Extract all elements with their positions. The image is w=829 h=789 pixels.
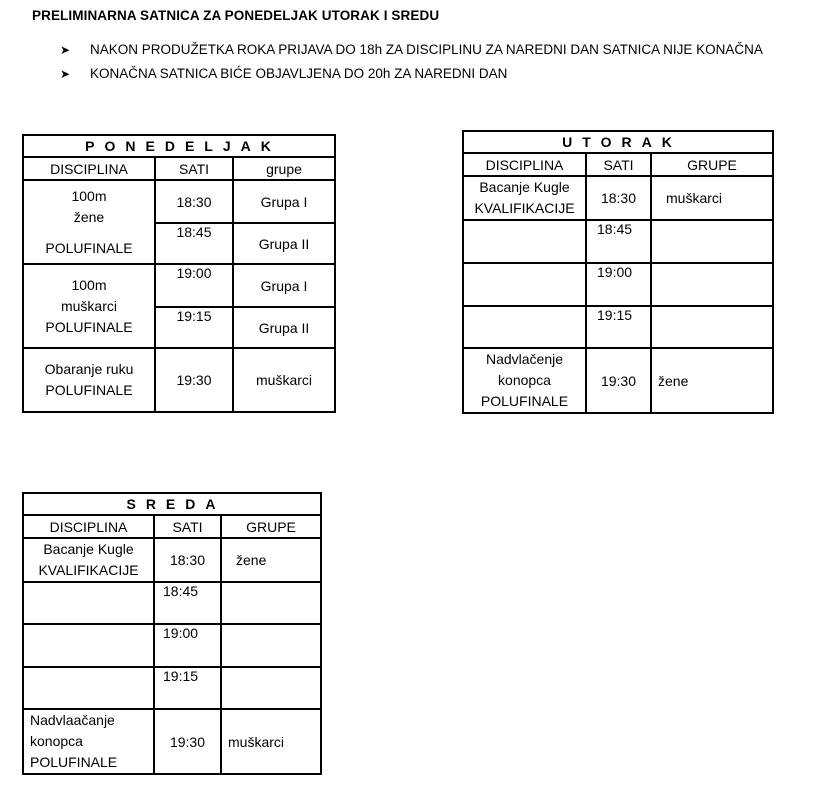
time-cell: 19:00 bbox=[586, 263, 651, 306]
discipline-line: POLUFINALE bbox=[480, 393, 569, 409]
column-header: GRUPE bbox=[651, 153, 773, 176]
column-header: DISCIPLINA bbox=[463, 153, 586, 176]
discipline-cell bbox=[23, 624, 154, 667]
discipline-line: konopca bbox=[498, 372, 551, 388]
schedule-table-utorak bbox=[462, 130, 774, 414]
discipline-line: POLUFINALE bbox=[30, 754, 118, 770]
time-cell: 19:30 bbox=[155, 348, 233, 412]
page-title: PRELIMINARNA SATNICA ZA PONEDELJAK UTORAK I SREDU bbox=[32, 8, 440, 23]
column-header: DISCIPLINA bbox=[23, 515, 154, 538]
group-cell: Grupa II bbox=[233, 307, 335, 348]
time-cell: 19:15 bbox=[154, 667, 221, 709]
group-cell bbox=[651, 220, 773, 263]
discipline-line: muškarci bbox=[60, 297, 117, 314]
discipline-line: Nadvlačenje bbox=[485, 351, 564, 367]
group-cell bbox=[221, 582, 321, 624]
group-cell: muškarci bbox=[651, 176, 773, 220]
group-cell: muškarci bbox=[233, 348, 335, 412]
time-cell: 18:30 bbox=[155, 180, 233, 223]
discipline-cell bbox=[23, 264, 155, 348]
group-cell bbox=[651, 306, 773, 348]
group-cell bbox=[651, 263, 773, 306]
day-header: PONEDELJAK bbox=[23, 135, 335, 157]
discipline-cell bbox=[463, 306, 586, 348]
column-header: DISCIPLINA bbox=[23, 157, 155, 180]
schedule-table-ponedeljak bbox=[22, 134, 336, 413]
discipline-cell bbox=[463, 176, 586, 220]
time-cell: 19:15 bbox=[155, 307, 233, 348]
group-cell: Grupa II bbox=[233, 223, 335, 264]
discipline-line: KVALIFIKACIJE bbox=[474, 200, 575, 216]
list-item bbox=[60, 64, 763, 88]
arrowhead-right-icon: ➤ bbox=[60, 43, 71, 57]
note-text: KONAČNA SATNICA BIĆE OBJAVLJENA DO 20h ZA NAREDNI DAN bbox=[90, 66, 508, 81]
discipline-line: žene bbox=[73, 208, 105, 225]
discipline-cell bbox=[23, 667, 154, 709]
time-cell: 19:30 bbox=[586, 348, 651, 413]
discipline-line: Nadvlaačanje bbox=[30, 712, 115, 728]
schedule-table-sreda bbox=[22, 492, 322, 775]
discipline-line: Bacanje Kugle bbox=[43, 541, 134, 557]
discipline-line: Obaranje ruku bbox=[44, 361, 134, 377]
discipline-line: POLUFINALE bbox=[45, 239, 133, 256]
group-cell: žene bbox=[651, 348, 773, 413]
group-cell: žene bbox=[221, 538, 321, 582]
discipline-line: konopca bbox=[30, 733, 83, 749]
discipline-cell bbox=[463, 263, 586, 306]
note-text: NAKON PRODUŽETKA ROKA PRIJAVA DO 18h ZA DISCIPLINU ZA NAREDNI DAN SATNICA NIJE KONAČNA bbox=[90, 42, 763, 57]
column-header: SATI bbox=[155, 157, 233, 180]
day-header: UTORAK bbox=[463, 131, 773, 153]
discipline-cell bbox=[23, 582, 154, 624]
discipline-line: 100m bbox=[71, 276, 107, 293]
discipline-line: KVALIFIKACIJE bbox=[38, 562, 139, 578]
group-cell: Grupa I bbox=[233, 180, 335, 223]
time-cell: 19:15 bbox=[586, 306, 651, 348]
discipline-cell bbox=[463, 348, 586, 413]
time-cell: 19:30 bbox=[154, 709, 221, 774]
notes-list bbox=[60, 40, 763, 88]
time-cell: 18:45 bbox=[155, 223, 233, 264]
discipline-line: Bacanje Kugle bbox=[479, 179, 570, 195]
column-header: SATI bbox=[154, 515, 221, 538]
group-cell bbox=[221, 667, 321, 709]
discipline-line: POLUFINALE bbox=[45, 318, 133, 335]
column-header: SATI bbox=[586, 153, 651, 176]
group-cell: Grupa I bbox=[233, 264, 335, 307]
discipline-cell bbox=[23, 709, 154, 774]
column-header: grupe bbox=[233, 157, 335, 180]
day-header: SREDA bbox=[23, 493, 321, 515]
time-cell: 19:00 bbox=[155, 264, 233, 307]
discipline-cell bbox=[23, 538, 154, 582]
arrowhead-right-icon: ➤ bbox=[60, 67, 71, 81]
discipline-cell bbox=[23, 180, 155, 264]
list-item bbox=[60, 40, 763, 64]
time-cell: 19:00 bbox=[154, 624, 221, 667]
discipline-cell bbox=[463, 220, 586, 263]
time-cell: 18:30 bbox=[154, 538, 221, 582]
column-header: GRUPE bbox=[221, 515, 321, 538]
discipline-line: 100m bbox=[71, 187, 107, 204]
discipline-line: POLUFINALE bbox=[45, 382, 133, 398]
discipline-cell bbox=[23, 348, 155, 412]
time-cell: 18:45 bbox=[586, 220, 651, 263]
time-cell: 18:45 bbox=[154, 582, 221, 624]
group-cell bbox=[221, 624, 321, 667]
time-cell: 18:30 bbox=[586, 176, 651, 220]
group-cell: muškarci bbox=[221, 709, 321, 774]
